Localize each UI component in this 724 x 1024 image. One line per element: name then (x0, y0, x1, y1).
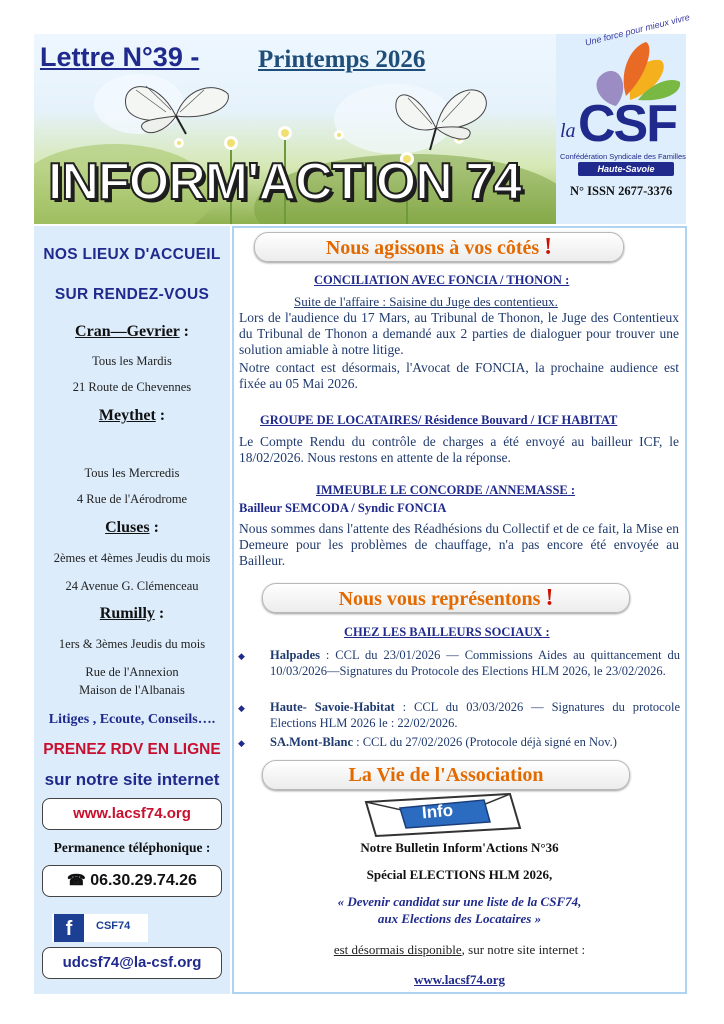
letter-number: Lettre N°39 - (40, 42, 200, 72)
phone-number-box[interactable] (42, 865, 222, 897)
location-address: Rue de l'Annexion (85, 665, 179, 679)
logo-confederation: Confédération Syndicale des Familles (560, 152, 686, 161)
info-label: Info (421, 800, 454, 823)
location-schedule: 1ers & 3èmes Jeudis du mois (58, 637, 206, 651)
newsletter-title: INFORM'ACTION 74 (48, 153, 522, 211)
location-city: Cluses : (105, 519, 159, 536)
location-schedule: Tous les Mercredis (84, 466, 180, 480)
location-address: 24 Avenue G. Clémenceau (65, 579, 199, 593)
bulletin-name: Notre Bulletin Inform'Actions N°36 (360, 840, 559, 855)
letter-season: Printemps 2026 (258, 46, 426, 73)
facebook-icon: f (54, 914, 84, 942)
bulletin-website-link[interactable]: www.lacsf74.org (414, 972, 505, 987)
phone-number: 06.30.29.74.26 (90, 872, 197, 889)
facebook-name: CSF74 (96, 920, 131, 932)
email-link[interactable]: udcsf74@la-csf.org (42, 947, 222, 979)
butterfly-right-icon (386, 78, 496, 158)
logo-la: la (560, 120, 576, 142)
section-title-association: La Vie de l'Association (262, 760, 630, 790)
logo-tagline: Une force pour mieux vivre (584, 11, 691, 48)
foncia-heading: CONCILIATION AVEC FONCIA / THONON : (314, 273, 570, 287)
sidebar-heading-line2: SUR RENDEZ-VOUS (54, 286, 210, 303)
location-city: Cran—Gevrier : (75, 323, 189, 340)
location-address: 21 Route de Chevennes (72, 380, 192, 394)
bulletin-quote-line1: « Devenir candidat sur une liste de la CSF74, (337, 894, 582, 909)
bulletin-special: Spécial ELECTIONS HLM 2026, (366, 867, 553, 882)
bulletin-availability: est désormais disponible, sur notre site internet : (333, 942, 586, 957)
concorde-subheading: Bailleur SEMCODA / Syndic FONCIA (239, 501, 447, 515)
main-content (232, 226, 687, 994)
foncia-subheading: Suite de l'affaire : Saisine du Juge des contentieux. (294, 294, 558, 309)
concorde-heading: IMMEUBLE LE CONCORDE /ANNEMASSE : (316, 483, 576, 497)
location-city: Meythet : (98, 407, 166, 424)
location-schedule: 2èmes et 4èmes Jeudis du mois (53, 551, 211, 565)
bailleur-item: SA.Mont-Blanc : CCL du 27/02/2026 (Protocole déjà signé en Nov.) (270, 735, 617, 749)
location-address: Maison de l'Albanais (79, 683, 185, 697)
concorde-paragraph: Nous sommes dans l'attente des Réadhésions du Collectif et de ce fait, la Mise en Demeure pour les problèmes de chauffage, n'a pas encore été envoyée au Bailleur. (239, 521, 679, 568)
section-title-agissons: Nous agissons à vos côtés ! (254, 232, 624, 262)
logo-region: Haute-Savoie (578, 162, 674, 176)
bouvard-heading: GROUPE DE LOCATAIRES/ Résidence Bouvard / ICF HABITAT (260, 413, 618, 427)
bulletin-quote-line2: aux Elections des Locataires » (377, 911, 542, 926)
sidebar-services: Litiges , Ecoute, Conseils…. (48, 712, 216, 727)
location-schedule: Tous les Mardis (92, 354, 172, 368)
rdv-heading: PRENEZ RDV EN LIGNE (43, 741, 221, 758)
bullet-icon: ◆ (238, 703, 245, 713)
facebook-badge[interactable] (52, 914, 148, 942)
website-link[interactable]: www.lacsf74.org (42, 798, 222, 830)
csf-logo (556, 11, 691, 224)
logo-csf: CSF (578, 95, 676, 153)
bailleur-item: Haute- Savoie-Habitat : CCL du 03/03/2026 — Signatures du protocole Elections HLM 2026 le : 22/02/2026. (270, 700, 680, 730)
header (34, 11, 691, 224)
header-banner-photo (34, 34, 556, 224)
bullet-icon: ◆ (238, 738, 245, 748)
bailleur-item: Halpades : CCL du 23/01/2026 — Commissions Aides au quittancement du 10/03/2026—Signatures du Protocole des Elections HLM 2026, le 23/02/2026. (270, 648, 680, 678)
location-address: 4 Rue de l'Aérodrome (76, 492, 188, 506)
bullet-icon: ◆ (238, 651, 245, 661)
sidebar (34, 226, 230, 994)
issn-number: N° ISSN 2677-3376 (570, 184, 673, 198)
section-title-representons: Nous vous représentons ! (262, 583, 630, 613)
foncia-paragraph-2: Notre contact est désormais, l'Avocat de FONCIA, la prochaine audience est fixée au 05 Mai 2026. (239, 360, 679, 391)
rdv-subheading: sur notre site internet (44, 770, 220, 789)
location-city: Rumilly : (99, 605, 165, 622)
phone-icon: ☎ (67, 872, 86, 889)
foncia-paragraph-1: Lors de l'audience du 17 Mars, au Tribunal de Thonon, le Juge des Contentieux du Tribunal de Thonon a demandé aux 2 parties de dialoguer pour trouver une solution amiable à notre litige. (239, 310, 679, 357)
bouvard-paragraph: Le Compte Rendu du contrôle de charges a été envoyé au bailleur ICF, le 18/02/2026. Nous restons en attente de la réponse. (239, 434, 679, 465)
bailleurs-heading: CHEZ LES BAILLEURS SOCIAUX : (344, 625, 550, 639)
butterfly-left-icon (116, 76, 236, 146)
sidebar-heading-line1: NOS LIEUX D'ACCUEIL (43, 246, 221, 263)
info-envelope-icon (360, 792, 528, 838)
phone-label: Permanence téléphonique : (53, 840, 211, 855)
